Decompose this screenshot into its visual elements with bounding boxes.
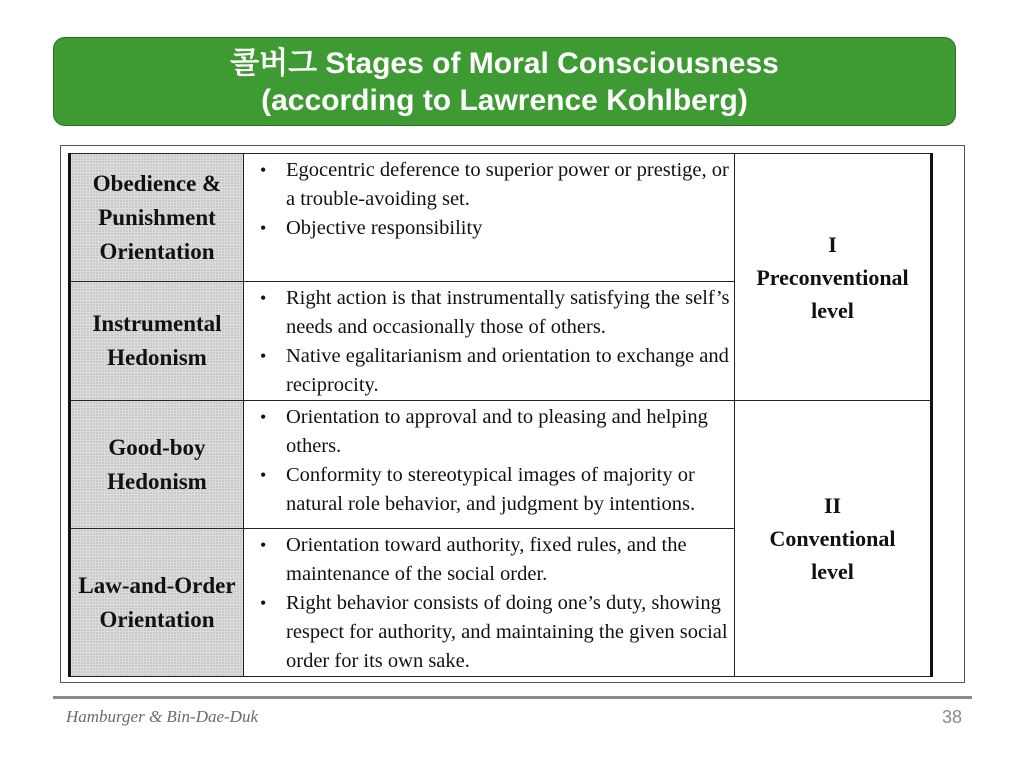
footer-author: Hamburger & Bin-Dae-Duk: [66, 707, 258, 726]
level-numeral: I: [828, 231, 837, 257]
level-cell-conventional: [735, 401, 932, 677]
bullet-item: • Objective responsibility: [286, 214, 730, 243]
stage-description: [244, 154, 735, 282]
table-row: [70, 401, 932, 529]
title-line-2: (according to Lawrence Kohlberg): [261, 84, 748, 117]
bullet-item: • Orientation to approval and to pleasing and helping others.: [286, 403, 730, 461]
slide-number: 38: [941, 707, 962, 727]
footer-divider: [53, 696, 972, 699]
stage-label: Instrumental Hedonism: [70, 282, 244, 401]
table-row: [70, 154, 932, 282]
title-line-1: 콜버그 Stages of Moral Consciousness: [230, 47, 779, 80]
level-name: Preconventional: [756, 264, 909, 290]
bullet-item: • Orientation toward authority, fixed rules, and the maintenance of the social order.: [286, 531, 730, 589]
stage-label: Good-boy Hedonism: [70, 401, 244, 529]
stages-table: [68, 153, 933, 677]
level-suffix: level: [811, 297, 854, 323]
slide-title: [53, 37, 956, 126]
level-cell-preconventional: [735, 154, 932, 401]
bullet-item: • Native egalitarianism and orientation to exchange and reciprocity.: [286, 342, 730, 400]
stage-label: Obedience & Punishment Orientation: [70, 154, 244, 282]
bullet-item: • Conformity to stereotypical images of majority or natural role behavior, and judgment by intentions.: [286, 461, 730, 519]
stage-description: [244, 529, 735, 677]
level-numeral: II: [823, 493, 842, 518]
stage-label: Law-and-Order Orientation: [70, 529, 244, 677]
stage-description: [244, 401, 735, 529]
level-name: Conventional: [769, 526, 896, 551]
bullet-item: • Egocentric deference to superior power or prestige, or a trouble-avoiding set.: [286, 156, 730, 214]
level-suffix: level: [811, 559, 854, 584]
bullet-item: • Right behavior consists of doing one’s duty, showing respect for authority, and maintaining the given social order for its own sake.: [286, 589, 730, 676]
stage-description: [244, 282, 735, 401]
bullet-item: • Right action is that instrumentally satisfying the self’s needs and occasionally those of others.: [286, 284, 730, 342]
